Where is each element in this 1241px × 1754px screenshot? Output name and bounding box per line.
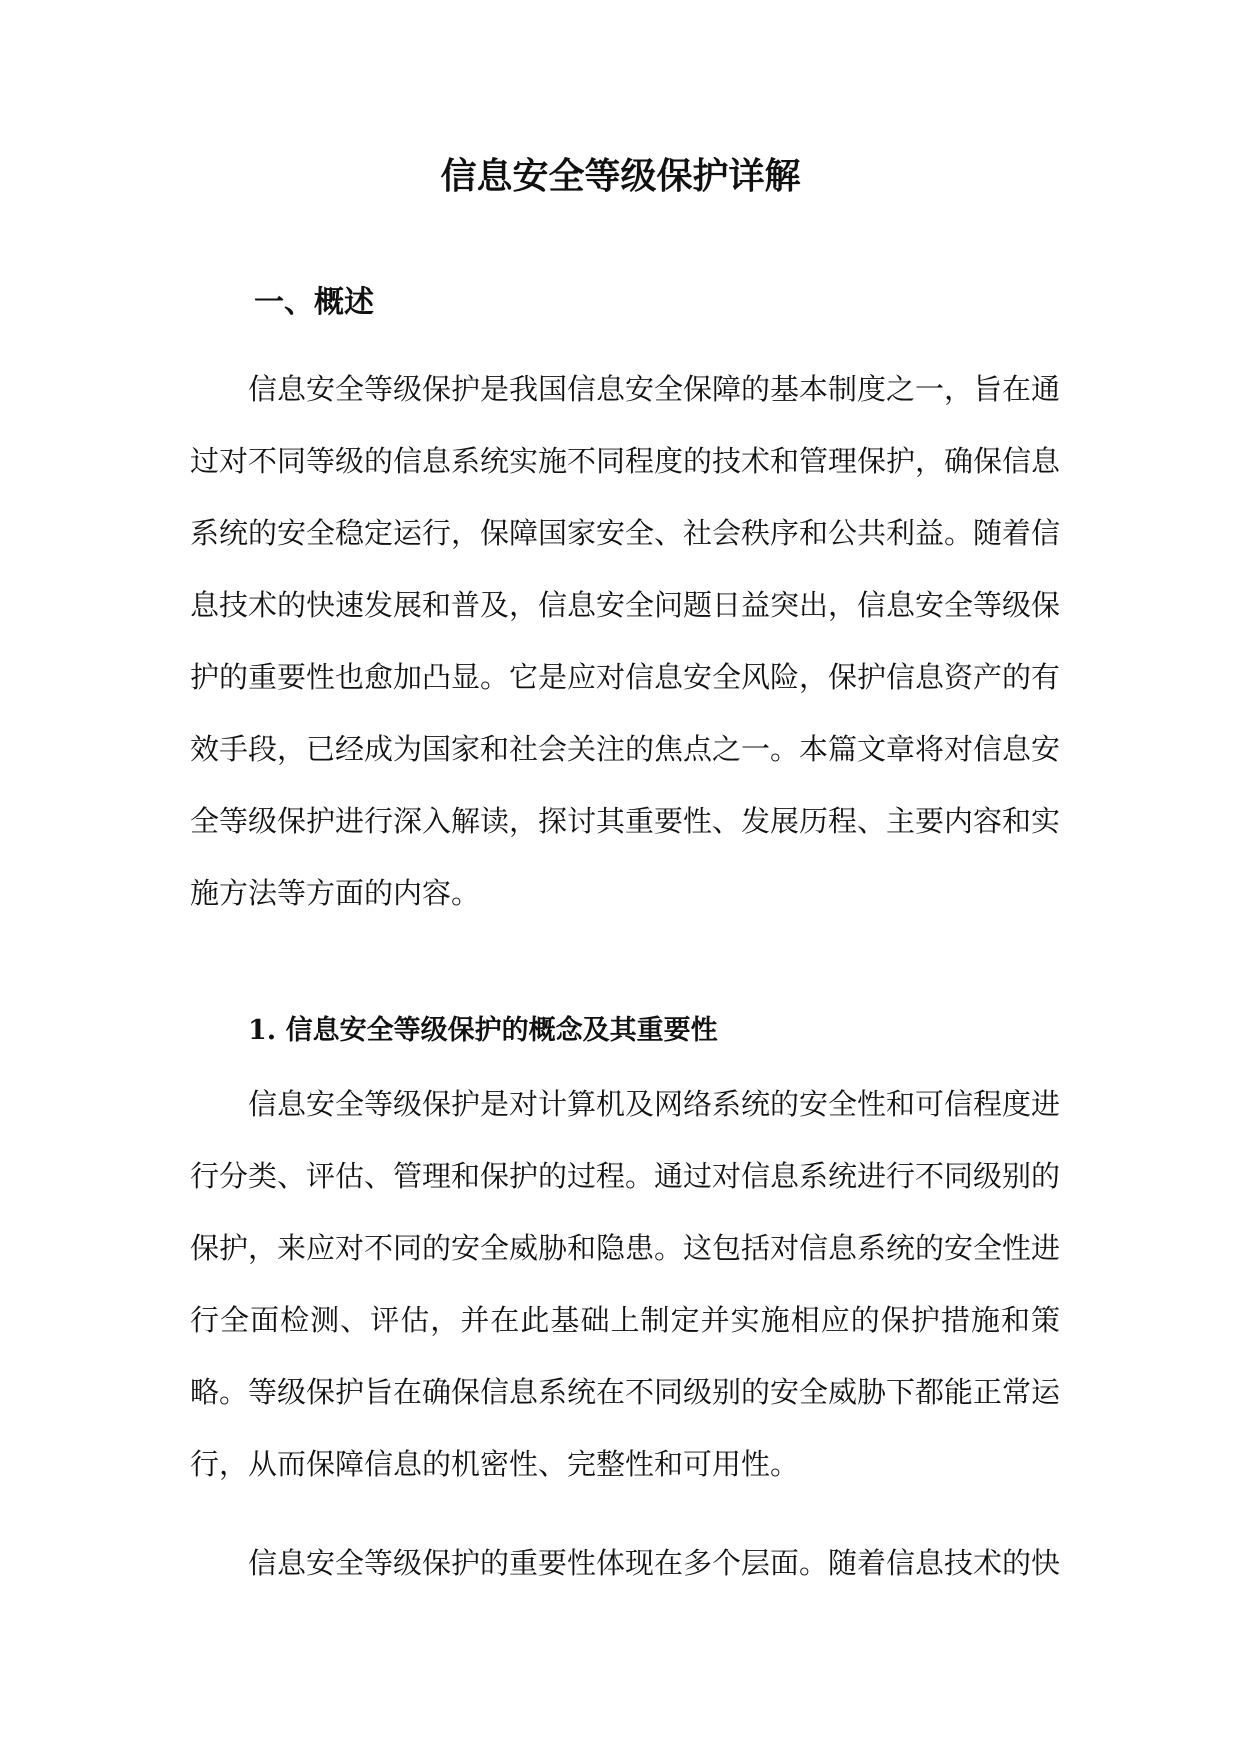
subsection-heading-concept: 1. 信息安全等级保护的概念及其重要性 bbox=[248, 1015, 718, 1046]
document-title: 信息安全等级保护详解 bbox=[440, 155, 801, 197]
concept-paragraph: 信息安全等级保护是对计算机及网络系统的安全性和可信程度进行分类、评估、管理和保护的过程。通过对信息系统进行不同级别的保护，来应对不同的安全威胁和隐患。这包括对信息系统的安全性进行全面检测、评估，并在此基础上制定并实施相应的保护措施和策略。等级保护旨在确保信息系统在不同级别的安全威胁下都能正常运行，从而保障信息的机密性、完整性和可用性。 bbox=[190, 1087, 1061, 1481]
importance-paragraph: 信息安全等级保护的重要性体现在多个层面。随着信息技术的快 bbox=[248, 1546, 1061, 1580]
overview-paragraph: 信息安全等级保护是我国信息安全保障的基本制度之一，旨在通过对不同等级的信息系统实施不同程度的技术和管理保护，确保信息系统的安全稳定运行，保障国家安全、社会秩序和公共利益。随着信息技术的快速发展和普及，信息安全问题日益突出，信息安全等级保护的重要性也愈加凸显。它是应对信息安全风险，保护信息资产的有效手段，已经成为国家和社会关注的焦点之一。本篇文章将对信息安全等级保护进行深入解读，探讨其重要性、发展历程、主要内容和实施方法等方面的内容。 bbox=[190, 372, 1061, 910]
section-heading-overview: 一、概述 bbox=[254, 285, 374, 320]
